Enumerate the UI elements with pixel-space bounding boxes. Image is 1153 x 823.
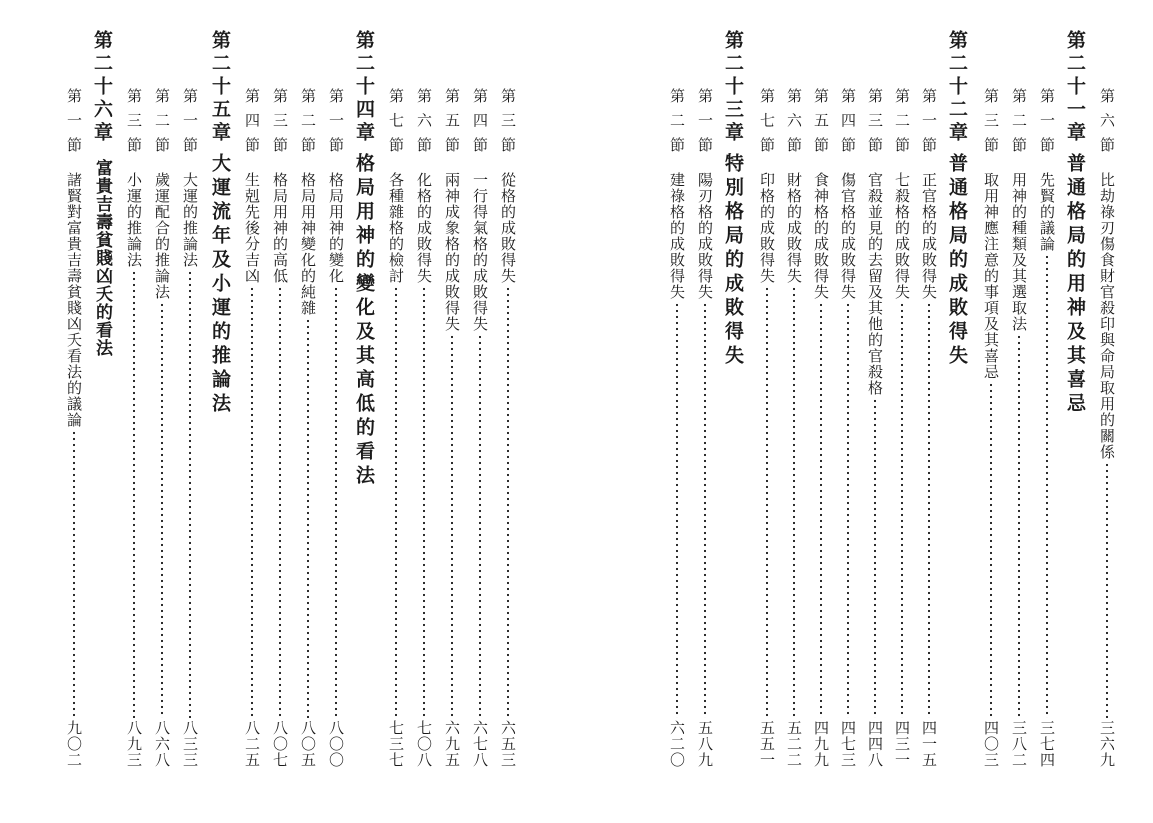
entry-title: 陽刃格的成敗得失: [696, 172, 714, 300]
page-number: 三七四: [1038, 720, 1056, 768]
entry-title: 食神格的成敗得失: [812, 172, 830, 300]
page-number: 六二〇: [668, 720, 686, 768]
chapter-number: 第二十二章: [946, 30, 968, 145]
chapter-heading[interactable]: [1061, 30, 1088, 770]
leader-dots: [451, 334, 453, 718]
chapter-title: 普通格局的成敗得失: [946, 153, 968, 369]
section-number: 第七節: [387, 88, 405, 158]
page-number: 六五三: [499, 720, 517, 768]
leader-dots: [793, 286, 795, 718]
leader-dots: [279, 286, 281, 718]
page-number: 三八二: [1010, 720, 1028, 768]
entry-title: 大運的推論法: [181, 172, 199, 268]
entry-title: 生剋先後分吉凶: [243, 172, 261, 284]
entry-title: 格局用神變化的純雜: [299, 172, 317, 316]
toc-entry[interactable]: [494, 88, 521, 768]
toc-entry[interactable]: [691, 88, 718, 768]
section-number: 第六節: [415, 88, 433, 158]
section-number: 第一節: [696, 88, 714, 158]
right-page: [577, 0, 1153, 823]
toc-entry[interactable]: [238, 88, 265, 768]
page-number: 四〇三: [982, 720, 1000, 768]
entry-title: 官殺並見的去留及其他的官殺格: [866, 172, 884, 396]
toc-entry[interactable]: [834, 88, 861, 768]
toc-entry[interactable]: [1005, 88, 1032, 768]
leader-dots: [73, 430, 75, 718]
leader-dots: [766, 286, 768, 718]
entry-title: 七殺格的成敗得失: [893, 172, 911, 300]
section-number: 第二節: [893, 88, 911, 158]
page-number: 八三三: [181, 720, 199, 768]
section-number: 第一節: [65, 88, 83, 158]
chapter-number: 第二十四章: [353, 30, 375, 145]
chapter-title: 特別格局的成敗得失: [722, 153, 744, 369]
leader-dots: [161, 302, 163, 718]
section-number: 第二節: [299, 88, 317, 158]
toc-entry[interactable]: [176, 88, 203, 768]
section-number: 第三節: [125, 88, 143, 158]
page-number: 五八九: [696, 720, 714, 768]
page-number: 四四八: [866, 720, 884, 768]
chapter-heading[interactable]: [206, 30, 233, 770]
entry-title: 化格的成敗得失: [415, 172, 433, 284]
leader-dots: [901, 302, 903, 718]
toc-entry[interactable]: [1033, 88, 1060, 768]
leader-dots: [820, 302, 822, 718]
entry-title: 格局用神的高低: [271, 172, 289, 284]
section-number: 第五節: [812, 88, 830, 158]
chapter-number: 第二十五章: [209, 30, 231, 145]
page-number: 六七八: [471, 720, 489, 768]
page-number: 八六八: [153, 720, 171, 768]
section-number: 第六節: [1098, 88, 1116, 158]
section-number: 第三節: [271, 88, 289, 158]
entry-title: 先賢的議論: [1038, 172, 1056, 252]
section-number: 第七節: [758, 88, 776, 158]
page-number: 五五一: [758, 720, 776, 768]
entry-title: 比劫祿刃傷食財官殺印與命局取用的關係: [1098, 172, 1116, 460]
section-number: 第六節: [785, 88, 803, 158]
page-number: 五二二: [785, 720, 803, 768]
page-number: 八九三: [125, 720, 143, 768]
toc-entry[interactable]: [410, 88, 437, 768]
page-number: 七三七: [387, 720, 405, 768]
toc-entry[interactable]: [466, 88, 493, 768]
chapter-heading[interactable]: [350, 30, 377, 770]
page-number: 八二五: [243, 720, 261, 768]
section-number: 第一節: [1038, 88, 1056, 158]
page-number: 七〇八: [415, 720, 433, 768]
leader-dots: [507, 286, 509, 718]
page-number: 四三一: [893, 720, 911, 768]
left-page: [0, 0, 576, 823]
page-number: 九〇二: [65, 720, 83, 768]
toc-entry[interactable]: [888, 88, 915, 768]
chapter-heading[interactable]: [943, 30, 970, 770]
chapter-heading[interactable]: [88, 30, 115, 770]
leader-dots: [133, 270, 135, 718]
leader-dots: [1046, 254, 1048, 718]
toc-entry[interactable]: [382, 88, 409, 768]
chapter-title: 普通格局的用神及其喜忌: [1064, 153, 1086, 417]
toc-entry[interactable]: [322, 88, 349, 768]
leader-dots: [251, 286, 253, 718]
leader-dots: [676, 302, 678, 718]
section-number: 第五節: [443, 88, 461, 158]
toc-entry[interactable]: [663, 88, 690, 768]
toc-entry[interactable]: [1093, 88, 1120, 768]
entry-title: 財格的成敗得失: [785, 172, 803, 284]
leader-dots: [307, 318, 309, 718]
chapter-title: 富貴吉壽貧賤凶夭的看法: [92, 159, 112, 357]
leader-dots: [395, 286, 397, 718]
page-number: 八〇七: [271, 720, 289, 768]
section-number: 第二節: [1010, 88, 1028, 158]
page-number: 八〇〇: [327, 720, 345, 768]
leader-dots: [423, 286, 425, 718]
entry-title: 建祿格的成敗得失: [668, 172, 686, 300]
section-number: 第四節: [243, 88, 261, 158]
entry-title: 取用神應注意的事項及其喜忌: [982, 172, 1000, 380]
toc-entry[interactable]: [120, 88, 147, 768]
toc-entry[interactable]: [266, 88, 293, 768]
entry-title: 歲運配合的推論法: [153, 172, 171, 300]
leader-dots: [847, 302, 849, 718]
entry-title: 一行得氣格的成敗得失: [471, 172, 489, 332]
chapter-title: 格局用神的變化及其高低的看法: [353, 153, 375, 489]
toc-entry[interactable]: [60, 88, 87, 768]
entry-title: 各種雜格的檢討: [387, 172, 405, 284]
entry-title: 從格的成敗得失: [499, 172, 517, 284]
entry-title: 用神的種類及其選取法: [1010, 172, 1028, 332]
leader-dots: [1106, 462, 1108, 718]
toc-entry[interactable]: [780, 88, 807, 768]
section-number: 第一節: [181, 88, 199, 158]
entry-title: 印格的成敗得失: [758, 172, 776, 284]
leader-dots: [335, 286, 337, 718]
toc-entry[interactable]: [861, 88, 888, 768]
entry-title: 傷官格的成敗得失: [839, 172, 857, 300]
page-number: 四一五: [920, 720, 938, 768]
leader-dots: [928, 302, 930, 718]
chapter-heading[interactable]: [719, 30, 746, 770]
entry-title: 格局用神的變化: [327, 172, 345, 284]
chapter-number: 第二十一章: [1064, 30, 1086, 145]
section-number: 第二節: [668, 88, 686, 158]
section-number: 第四節: [471, 88, 489, 158]
leader-dots: [479, 334, 481, 718]
chapter-title: 大運流年及小運的推論法: [209, 153, 231, 417]
page-number: 八〇五: [299, 720, 317, 768]
page-number: 六九五: [443, 720, 461, 768]
entry-title: 諸賢對富貴吉壽貧賤凶夭看法的議論: [65, 172, 83, 428]
chapter-number: 第二十三章: [722, 30, 744, 145]
toc-entry[interactable]: [438, 88, 465, 768]
toc-entry[interactable]: [294, 88, 321, 768]
section-number: 第三節: [866, 88, 884, 158]
leader-dots: [874, 398, 876, 718]
section-number: 第一節: [920, 88, 938, 158]
entry-title: 兩神成象格的成敗得失: [443, 172, 461, 332]
section-number: 第三節: [499, 88, 517, 158]
section-number: 第一節: [327, 88, 345, 158]
section-number: 第四節: [839, 88, 857, 158]
toc-entry[interactable]: [807, 88, 834, 768]
entry-title: 正官格的成敗得失: [920, 172, 938, 300]
page-number: 四七三: [839, 720, 857, 768]
leader-dots: [189, 270, 191, 718]
leader-dots: [1018, 334, 1020, 718]
chapter-number: 第二十六章: [91, 30, 113, 145]
leader-dots: [990, 382, 992, 718]
section-number: 第三節: [982, 88, 1000, 158]
section-number: 第二節: [153, 88, 171, 158]
leader-dots: [704, 302, 706, 718]
page-number: 三六九: [1098, 720, 1116, 768]
page-number: 四九九: [812, 720, 830, 768]
entry-title: 小運的推論法: [125, 172, 143, 268]
toc-entry[interactable]: [148, 88, 175, 768]
toc-entry[interactable]: [977, 88, 1004, 768]
toc-entry[interactable]: [915, 88, 942, 768]
toc-entry[interactable]: [753, 88, 780, 768]
